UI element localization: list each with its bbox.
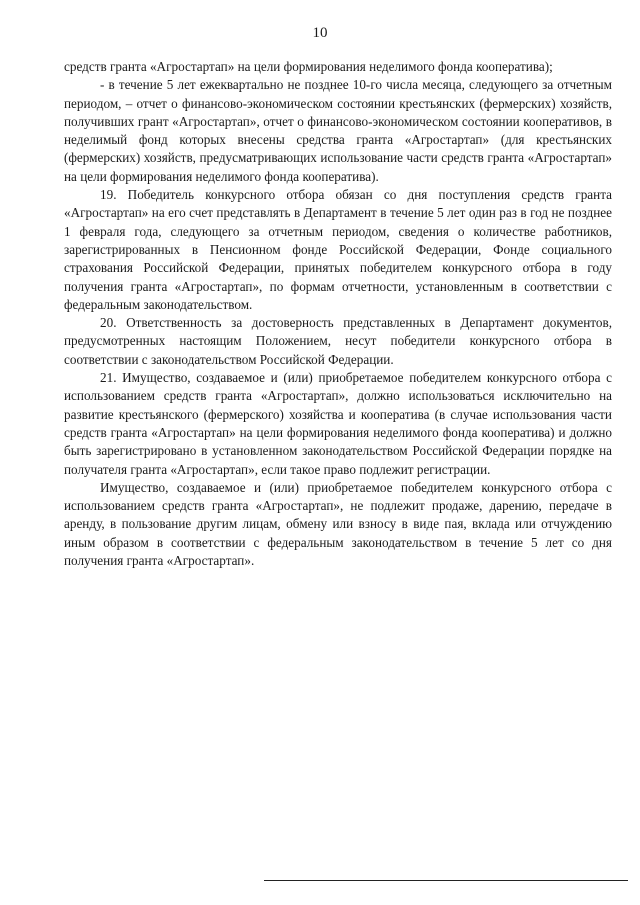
paragraph-continuation: средств гранта «Агростартап» на цели формирования неделимого фонда кооператива);: [64, 59, 553, 74]
paragraph-quarterly-report: - в течение 5 лет ежеквартально не позднее 10-го числа месяца, следующего за отчетным периодом, – отчет о финансово-экономическом состоянии крестьянских (фермерских) хозяйств, получивших грант «Агростартап», отчет о финансово-экономическом состоянии кооперативов, в неделимый фонд которых внесены средства гранта «Агростартап» (для крестьянских (фермерских) хозяйств, предусматривающих использование части средств гранта «Агростартап» на цели формирования неделимого фонда кооператива).: [64, 77, 612, 184]
document-body: [64, 58, 612, 570]
bottom-divider-line: [264, 880, 628, 881]
paragraph-20: 20. Ответственность за достоверность представленных в Департамент документов, предусмотренных настоящим Положением, несут победители конкурсного отбора в соответствии с законодательством Российской Федерации.: [64, 315, 612, 367]
page-number: 10: [312, 25, 328, 41]
paragraph-property-restrictions: Имущество, создаваемое и (или) приобретаемое победителем конкурсного отбора с использованием средств гранта «Агростартап», не подлежит продаже, дарению, передаче в аренду, в пользование другим лицам, обмену или взносу в виде пая, вклада или отчуждению иным образом в соответствии с федеральным законодательством в течение 5 лет со дня получения гранта «Агростартап».: [64, 479, 612, 569]
paragraph-19: 19. Победитель конкурсного отбора обязан со дня поступления средств гранта «Агростартап» на его счет представлять в Департамент в течение 5 лет один раз в год не позднее 1 февраля года, следующего за отчетным периодом, сведения о количестве работников, зарегистрированных в Пенсионном фонде Российской Федерации, Фонде социального страхования Российской Федерации, принятых победителем конкурсного отбора в году получения гранта «Агростартап», по формам отчетности, установленным в соответствии с федеральным законодательством.: [64, 187, 612, 312]
paragraph-21: 21. Имущество, создаваемое и (или) приобретаемое победителем конкурсного отбора с использованием средств гранта «Агростартап», должно использоваться исключительно на развитие крестьянского (фермерского) хозяйства и кооператива (в случае использования части средств гранта «Агростартап» на цели формирования неделимого фонда кооператива) и должно быть зарегистрировано в установленном законодательством Российской Федерации порядке на получателя гранта «Агростартап», если такое право подлежит регистрации.: [64, 370, 612, 477]
